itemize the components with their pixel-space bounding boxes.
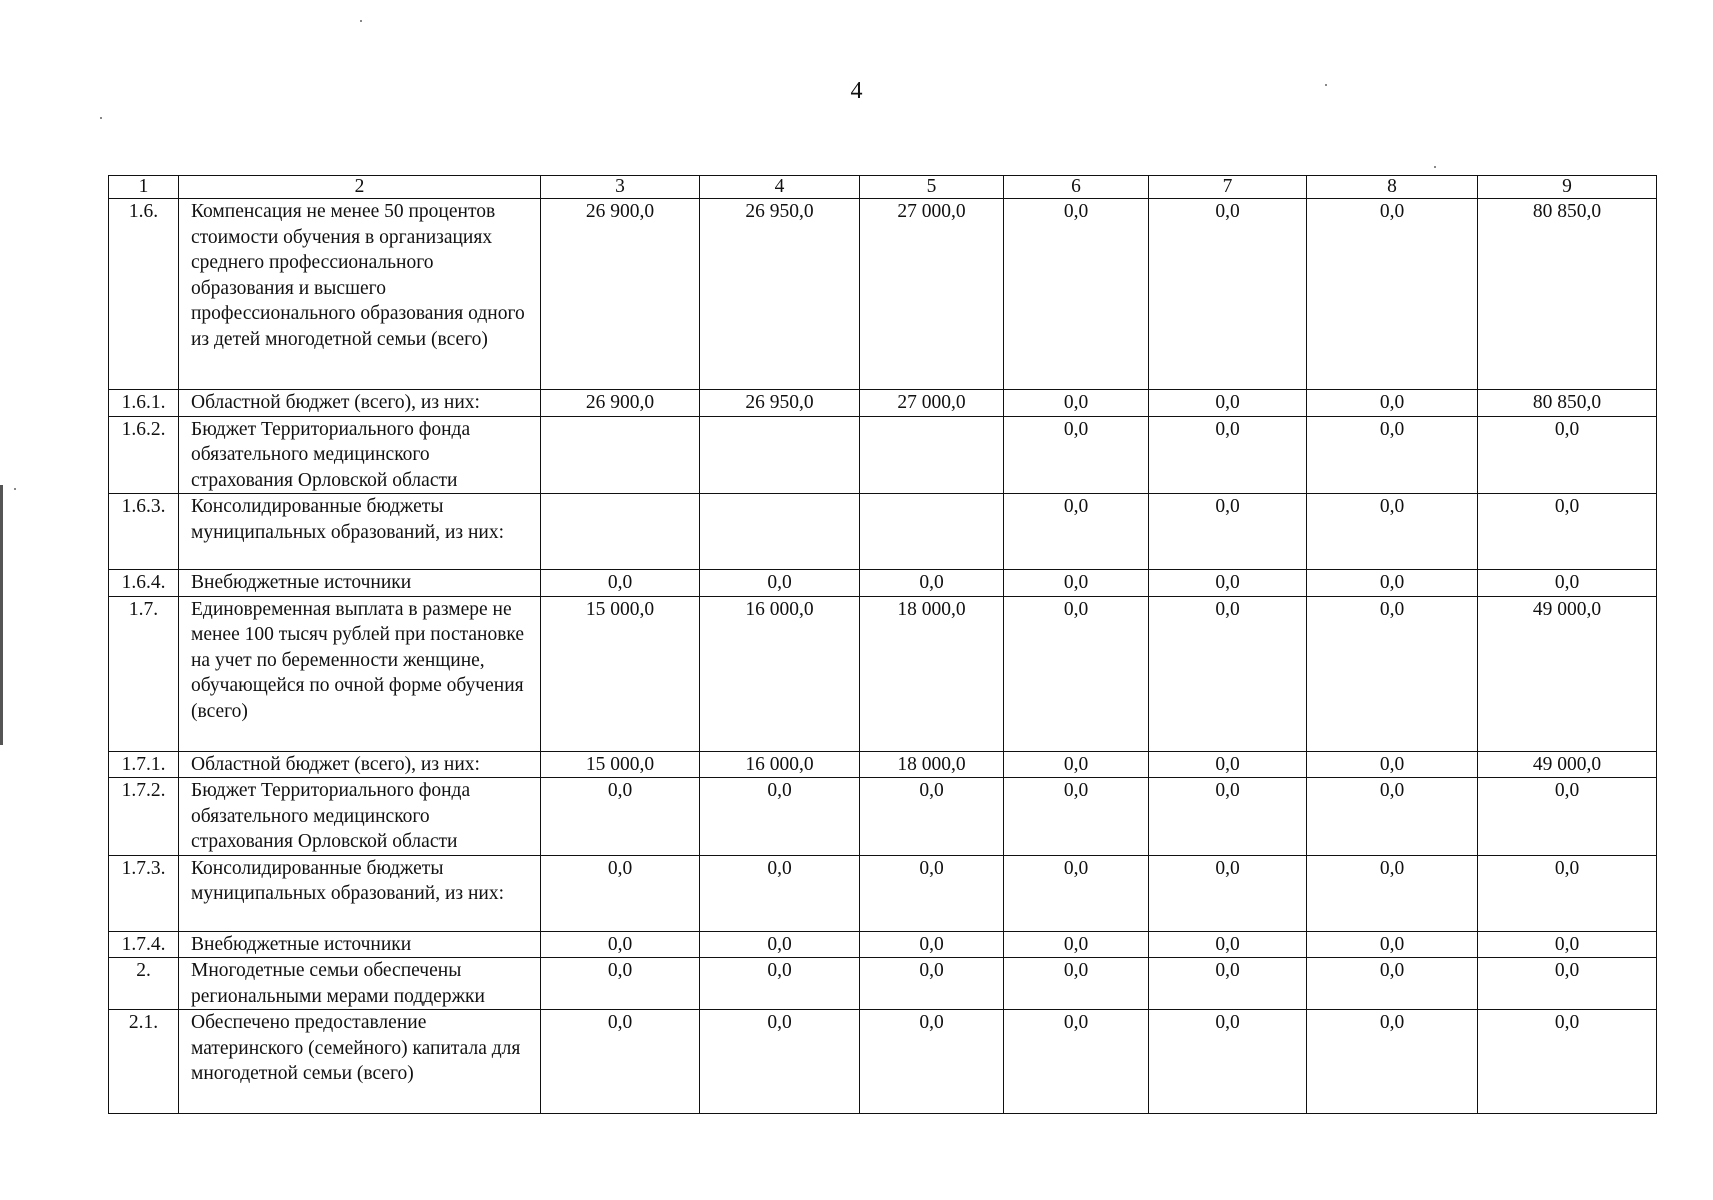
column-number: 4 — [700, 176, 860, 199]
value-cell-col-4: 16 000,0 — [700, 596, 860, 751]
value-cell-col-8: 0,0 — [1307, 855, 1478, 931]
value-cell-col-7: 0,0 — [1149, 958, 1307, 1010]
value-cell-col-4 — [700, 416, 860, 494]
row-number: 1.6.2. — [109, 416, 179, 494]
value-cell-col-8: 0,0 — [1307, 958, 1478, 1010]
value-cell-col-7: 0,0 — [1149, 751, 1307, 778]
row-number: 1.7.3. — [109, 855, 179, 931]
value-cell-col-8: 0,0 — [1307, 390, 1478, 417]
value-cell-col-8: 0,0 — [1307, 1010, 1478, 1114]
value-cell-col-3: 0,0 — [541, 855, 700, 931]
value-cell-col-9: 49 000,0 — [1478, 596, 1657, 751]
value-cell-col-6: 0,0 — [1004, 751, 1149, 778]
budget-table — [108, 175, 1657, 1114]
column-number: 6 — [1004, 176, 1149, 199]
row-number: 1.7.4. — [109, 931, 179, 958]
value-cell-col-3 — [541, 494, 700, 570]
value-cell-col-6: 0,0 — [1004, 199, 1149, 390]
row-name: Компенсация не менее 50 процентов стоимости обучения в организациях среднего профессионального образования и высшего профессионального образования одного из детей многодетной семьи (всего) — [179, 199, 541, 390]
column-number: 3 — [541, 176, 700, 199]
column-number-row — [109, 176, 1657, 199]
value-cell-col-4: 0,0 — [700, 1010, 860, 1114]
value-cell-col-3: 0,0 — [541, 778, 700, 856]
row-name: Единовременная выплата в размере не менее 100 тысяч рублей при постановке на учет по беременности женщине, обучающейся по очной форме обучения (всего) — [179, 596, 541, 751]
column-number: 8 — [1307, 176, 1478, 199]
value-cell-col-4: 0,0 — [700, 958, 860, 1010]
value-cell-col-4: 0,0 — [700, 931, 860, 958]
value-cell-col-6: 0,0 — [1004, 494, 1149, 570]
scan-edge-line — [0, 485, 3, 745]
value-cell-col-7: 0,0 — [1149, 596, 1307, 751]
table-row — [109, 1010, 1657, 1114]
column-number: 9 — [1478, 176, 1657, 199]
value-cell-col-5 — [860, 416, 1004, 494]
scan-speck — [1434, 166, 1436, 168]
table-row — [109, 751, 1657, 778]
value-cell-col-8: 0,0 — [1307, 778, 1478, 856]
value-cell-col-9: 0,0 — [1478, 958, 1657, 1010]
table-row — [109, 596, 1657, 751]
value-cell-col-5: 27 000,0 — [860, 199, 1004, 390]
value-cell-col-9: 0,0 — [1478, 778, 1657, 856]
value-cell-col-9: 0,0 — [1478, 1010, 1657, 1114]
table-row — [109, 570, 1657, 597]
value-cell-col-7: 0,0 — [1149, 416, 1307, 494]
value-cell-col-8: 0,0 — [1307, 416, 1478, 494]
value-cell-col-9: 0,0 — [1478, 931, 1657, 958]
column-number: 2 — [179, 176, 541, 199]
value-cell-col-5: 0,0 — [860, 778, 1004, 856]
value-cell-col-8: 0,0 — [1307, 751, 1478, 778]
value-cell-col-7: 0,0 — [1149, 931, 1307, 958]
value-cell-col-6: 0,0 — [1004, 1010, 1149, 1114]
row-name: Консолидированные бюджеты муниципальных образований, из них: — [179, 494, 541, 570]
value-cell-col-6: 0,0 — [1004, 596, 1149, 751]
value-cell-col-7: 0,0 — [1149, 494, 1307, 570]
value-cell-col-5: 27 000,0 — [860, 390, 1004, 417]
row-name: Внебюджетные источники — [179, 570, 541, 597]
value-cell-col-4: 0,0 — [700, 570, 860, 597]
value-cell-col-4: 16 000,0 — [700, 751, 860, 778]
value-cell-col-8: 0,0 — [1307, 494, 1478, 570]
table-row — [109, 390, 1657, 417]
value-cell-col-4: 26 950,0 — [700, 199, 860, 390]
value-cell-col-5: 0,0 — [860, 570, 1004, 597]
row-number: 2.1. — [109, 1010, 179, 1114]
row-number: 1.7.2. — [109, 778, 179, 856]
row-name: Бюджет Территориального фонда обязательного медицинского страхования Орловской области — [179, 416, 541, 494]
value-cell-col-5: 18 000,0 — [860, 596, 1004, 751]
value-cell-col-4: 0,0 — [700, 855, 860, 931]
row-number: 1.6.1. — [109, 390, 179, 417]
value-cell-col-6: 0,0 — [1004, 390, 1149, 417]
row-name: Обеспечено предоставление материнского (семейного) капитала для многодетной семьи (всего) — [179, 1010, 541, 1114]
row-name: Внебюджетные источники — [179, 931, 541, 958]
row-name: Многодетные семьи обеспечены региональными мерами поддержки — [179, 958, 541, 1010]
value-cell-col-6: 0,0 — [1004, 931, 1149, 958]
value-cell-col-3: 0,0 — [541, 958, 700, 1010]
value-cell-col-8: 0,0 — [1307, 931, 1478, 958]
value-cell-col-6: 0,0 — [1004, 570, 1149, 597]
row-number: 1.6.4. — [109, 570, 179, 597]
value-cell-col-3: 15 000,0 — [541, 751, 700, 778]
value-cell-col-3: 0,0 — [541, 570, 700, 597]
value-cell-col-8: 0,0 — [1307, 570, 1478, 597]
row-name: Областной бюджет (всего), из них: — [179, 390, 541, 417]
value-cell-col-7: 0,0 — [1149, 778, 1307, 856]
value-cell-col-9: 0,0 — [1478, 570, 1657, 597]
table-row — [109, 931, 1657, 958]
table-row — [109, 958, 1657, 1010]
value-cell-col-5: 0,0 — [860, 931, 1004, 958]
value-cell-col-3: 26 900,0 — [541, 199, 700, 390]
value-cell-col-3 — [541, 416, 700, 494]
row-name: Бюджет Территориального фонда обязательного медицинского страхования Орловской области — [179, 778, 541, 856]
value-cell-col-8: 0,0 — [1307, 596, 1478, 751]
row-number: 1.6.3. — [109, 494, 179, 570]
value-cell-col-9: 0,0 — [1478, 416, 1657, 494]
value-cell-col-7: 0,0 — [1149, 1010, 1307, 1114]
page-number: 4 — [850, 78, 863, 104]
row-name: Консолидированные бюджеты муниципальных образований, из них: — [179, 855, 541, 931]
value-cell-col-4: 26 950,0 — [700, 390, 860, 417]
value-cell-col-9: 49 000,0 — [1478, 751, 1657, 778]
value-cell-col-3: 0,0 — [541, 1010, 700, 1114]
row-number: 1.6. — [109, 199, 179, 390]
column-number: 5 — [860, 176, 1004, 199]
column-number: 7 — [1149, 176, 1307, 199]
value-cell-col-7: 0,0 — [1149, 390, 1307, 417]
value-cell-col-8: 0,0 — [1307, 199, 1478, 390]
value-cell-col-5: 18 000,0 — [860, 751, 1004, 778]
value-cell-col-3: 0,0 — [541, 931, 700, 958]
value-cell-col-6: 0,0 — [1004, 958, 1149, 1010]
value-cell-col-6: 0,0 — [1004, 855, 1149, 931]
value-cell-col-6: 0,0 — [1004, 416, 1149, 494]
value-cell-col-9: 0,0 — [1478, 855, 1657, 931]
value-cell-col-9: 0,0 — [1478, 494, 1657, 570]
scan-speck — [360, 20, 362, 22]
scan-speck — [100, 117, 102, 119]
value-cell-col-3: 26 900,0 — [541, 390, 700, 417]
value-cell-col-5 — [860, 494, 1004, 570]
value-cell-col-7: 0,0 — [1149, 570, 1307, 597]
scan-speck — [14, 488, 16, 490]
row-number: 1.7.1. — [109, 751, 179, 778]
column-number: 1 — [109, 176, 179, 199]
scan-speck — [1325, 84, 1327, 86]
table-row — [109, 855, 1657, 931]
value-cell-col-3: 15 000,0 — [541, 596, 700, 751]
table-row — [109, 199, 1657, 390]
value-cell-col-7: 0,0 — [1149, 855, 1307, 931]
table-body — [109, 176, 1657, 1114]
row-name: Областной бюджет (всего), из них: — [179, 751, 541, 778]
value-cell-col-5: 0,0 — [860, 1010, 1004, 1114]
value-cell-col-7: 0,0 — [1149, 199, 1307, 390]
value-cell-col-4 — [700, 494, 860, 570]
value-cell-col-6: 0,0 — [1004, 778, 1149, 856]
value-cell-col-5: 0,0 — [860, 855, 1004, 931]
row-number: 2. — [109, 958, 179, 1010]
table-row — [109, 416, 1657, 494]
value-cell-col-9: 80 850,0 — [1478, 390, 1657, 417]
row-number: 1.7. — [109, 596, 179, 751]
value-cell-col-5: 0,0 — [860, 958, 1004, 1010]
table-row — [109, 494, 1657, 570]
value-cell-col-4: 0,0 — [700, 778, 860, 856]
table-row — [109, 778, 1657, 856]
value-cell-col-9: 80 850,0 — [1478, 199, 1657, 390]
